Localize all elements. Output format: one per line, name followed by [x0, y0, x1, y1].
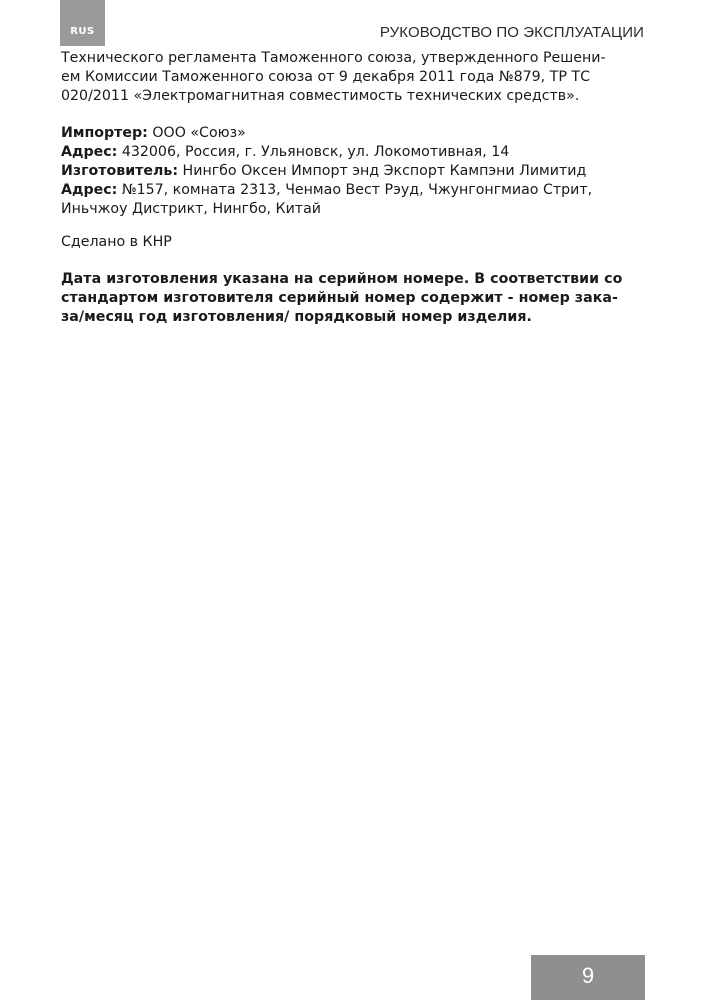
intro-paragraph — [61, 49, 646, 106]
manufacturer-value: Нингбо Оксен Импорт энд Экспорт Кампэни Лимитид — [178, 163, 587, 179]
notice-line: Дата изготовления указана на серийном номере. В соответствии со — [61, 271, 623, 287]
importer-address-label: Адрес: — [61, 144, 118, 160]
importer-address-value: 432006, Россия, г. Ульяновск, ул. Локомотивная, 14 — [117, 144, 510, 160]
importer-address-line — [61, 143, 646, 162]
language-tab — [60, 0, 105, 46]
intro-line: 020/2011 «Электромагнитная совместимость технических средств». — [61, 88, 580, 104]
page-content — [61, 49, 646, 327]
page-number: 9 — [581, 962, 595, 988]
language-label: RUS — [70, 25, 95, 37]
manufacturer-label: Изготовитель: — [61, 163, 179, 179]
notice-line: стандартом изготовителя серийный номер содержит - номер зака- — [61, 290, 618, 306]
manufacture-date-notice — [61, 270, 646, 327]
manual-header-title: РУКОВОДСТВО ПО ЭКСПЛУАТАЦИИ — [379, 24, 644, 41]
page-number-box — [531, 955, 645, 1000]
manufacturer-address-label: Адрес: — [61, 182, 118, 198]
made-in-text: Сделано в КНР — [61, 234, 172, 250]
notice-line: за/месяц год изготовления/ порядковый номер изделия. — [61, 309, 532, 325]
importer-value: ООО «Союз» — [147, 125, 246, 141]
intro-line: ем Комиссии Таможенного союза от 9 декабря 2011 года №879, ТР ТС — [61, 69, 590, 85]
contacts-block — [61, 124, 646, 219]
intro-line: Технического регламента Таможенного союза, утвержденного Решени- — [61, 50, 606, 66]
manufacturer-address-line-2: Иньчжоу Дистрикт, Нингбо, Китай — [61, 201, 321, 217]
importer-label: Импортер: — [61, 125, 148, 141]
manufacturer-address-value: №157, комната 2313, Ченмао Вест Рэуд, Чжунгонгмиао Стрит, — [117, 182, 593, 198]
manufacturer-address-line — [61, 181, 646, 200]
manufacturer-line — [61, 162, 646, 181]
importer-line — [61, 124, 646, 143]
